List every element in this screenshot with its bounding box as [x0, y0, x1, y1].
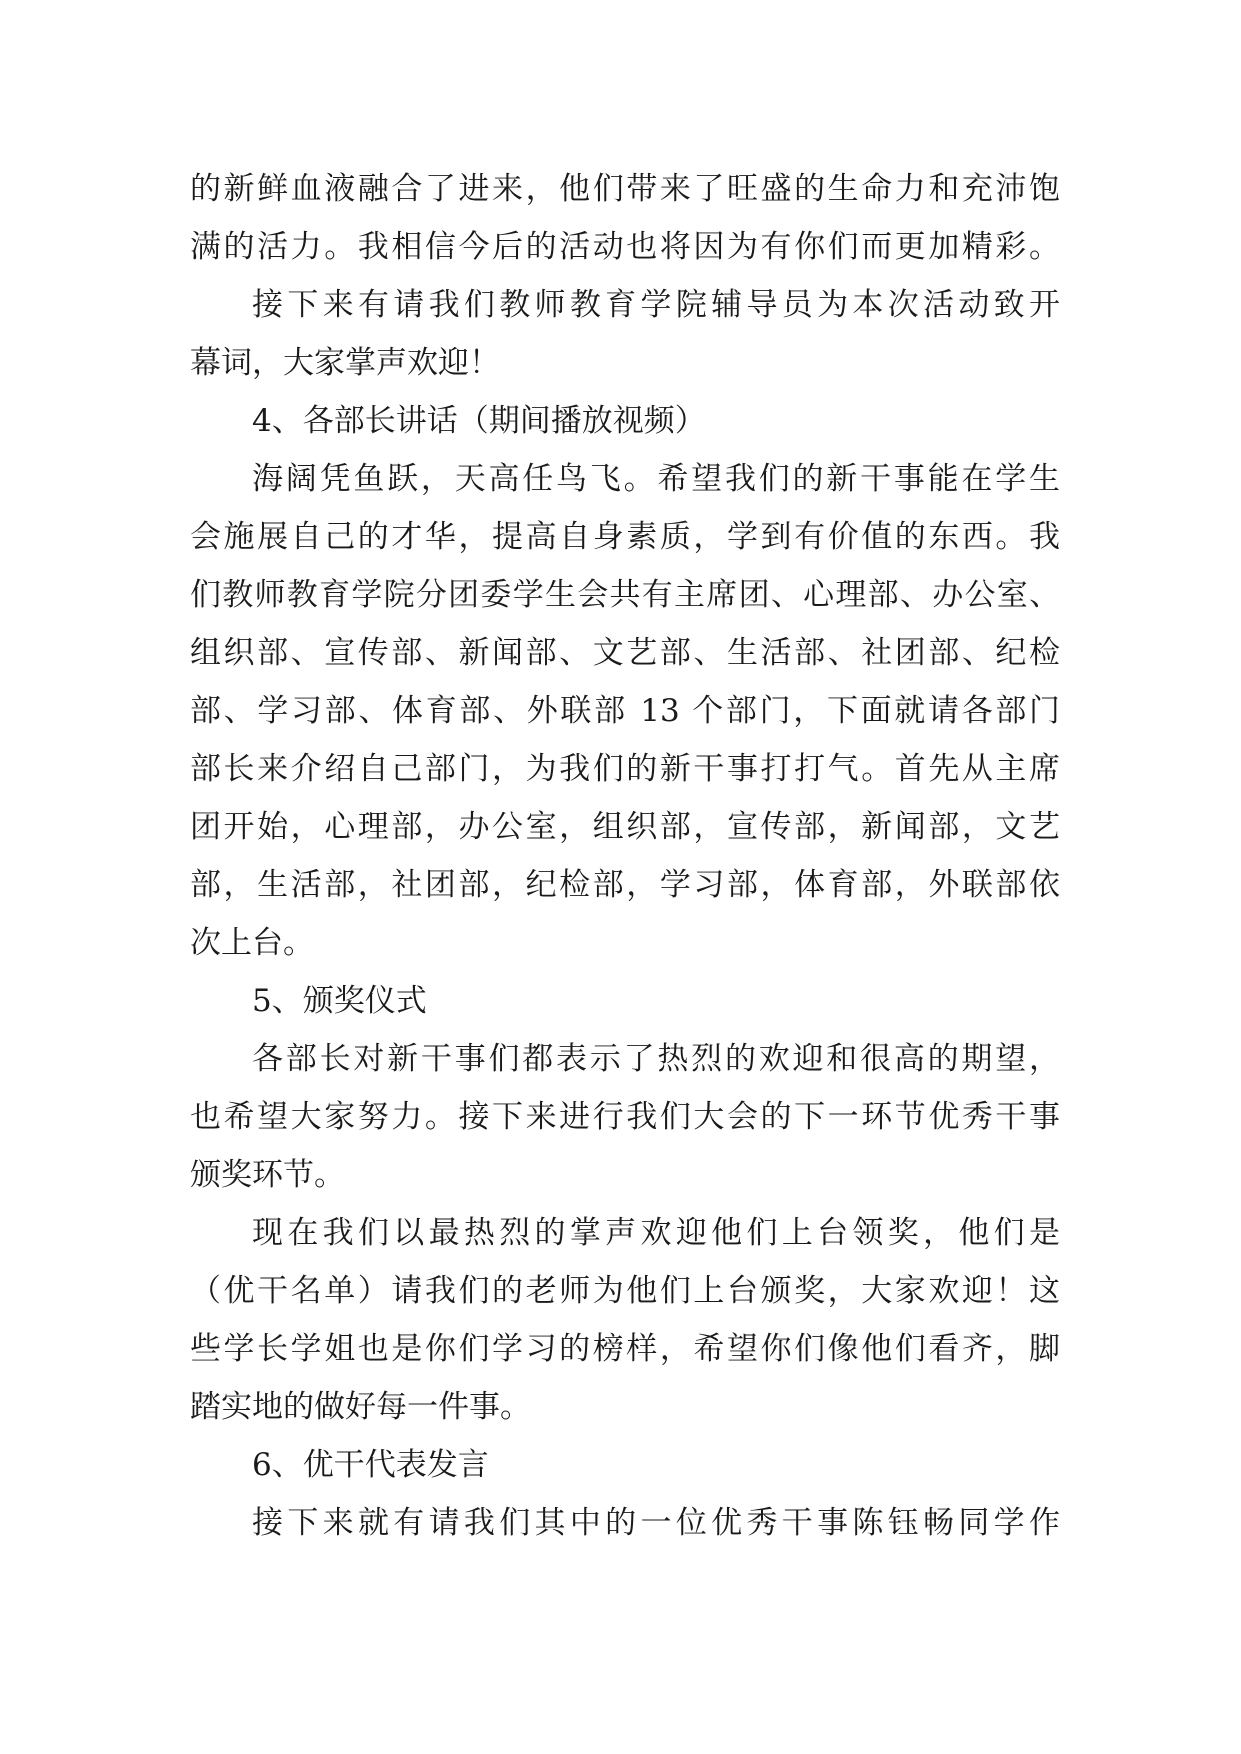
- section-heading: 5、颁奖仪式: [252, 983, 427, 1019]
- text-line: 各部长对新干事们都表示了热烈的欢迎和很高的期望，: [252, 1041, 1060, 1077]
- text-line: 部、学习部、体育部、外联部 13 个部门，下面就请各部门: [190, 693, 1060, 729]
- text-line: （优干名单）请我们的老师为他们上台颁奖，大家欢迎！这: [190, 1273, 1060, 1309]
- text-line: 满的活力。我相信今后的活动也将因为有你们而更加精彩。: [190, 229, 1060, 265]
- text-line: 现在我们以最热烈的掌声欢迎他们上台领奖，他们是: [252, 1215, 1060, 1251]
- text-line: 部长来介绍自己部门，为我们的新干事打打气。首先从主席: [190, 751, 1060, 787]
- text-line: 部，生活部，社团部，纪检部，学习部，体育部，外联部依: [190, 867, 1060, 903]
- text-line: 颁奖环节。: [190, 1157, 345, 1193]
- text-line: 海阔凭鱼跃，天高任鸟飞。希望我们的新干事能在学生: [252, 461, 1060, 497]
- text-line: 团开始，心理部，办公室，组织部，宣传部，新闻部，文艺: [190, 809, 1060, 845]
- text-line: 们教师教育学院分团委学生会共有主席团、心理部、办公室、: [190, 577, 1060, 613]
- document-body: [190, 160, 1060, 1552]
- text-line: 次上台。: [190, 925, 314, 961]
- section-heading: 6、优干代表发言: [252, 1447, 489, 1483]
- section-heading: 4、各部长讲话（期间播放视频）: [252, 403, 706, 439]
- text-line: 接下来有请我们教师教育学院辅导员为本次活动致开: [252, 287, 1060, 323]
- text-line: 幕词，大家掌声欢迎！: [190, 345, 500, 381]
- text-line: 接下来就有请我们其中的一位优秀干事陈钰畅同学作: [252, 1505, 1060, 1541]
- text-line: 踏实地的做好每一件事。: [190, 1389, 531, 1425]
- text-line: 也希望大家努力。接下来进行我们大会的下一环节优秀干事: [190, 1099, 1060, 1135]
- text-line: 的新鲜血液融合了进来，他们带来了旺盛的生命力和充沛饱: [190, 171, 1060, 207]
- text-line: 组织部、宣传部、新闻部、文艺部、生活部、社团部、纪检: [190, 635, 1060, 671]
- text-line: 会施展自己的才华，提高自身素质，学到有价值的东西。我: [190, 519, 1060, 555]
- text-line: 些学长学姐也是你们学习的榜样，希望你们像他们看齐，脚: [190, 1331, 1060, 1367]
